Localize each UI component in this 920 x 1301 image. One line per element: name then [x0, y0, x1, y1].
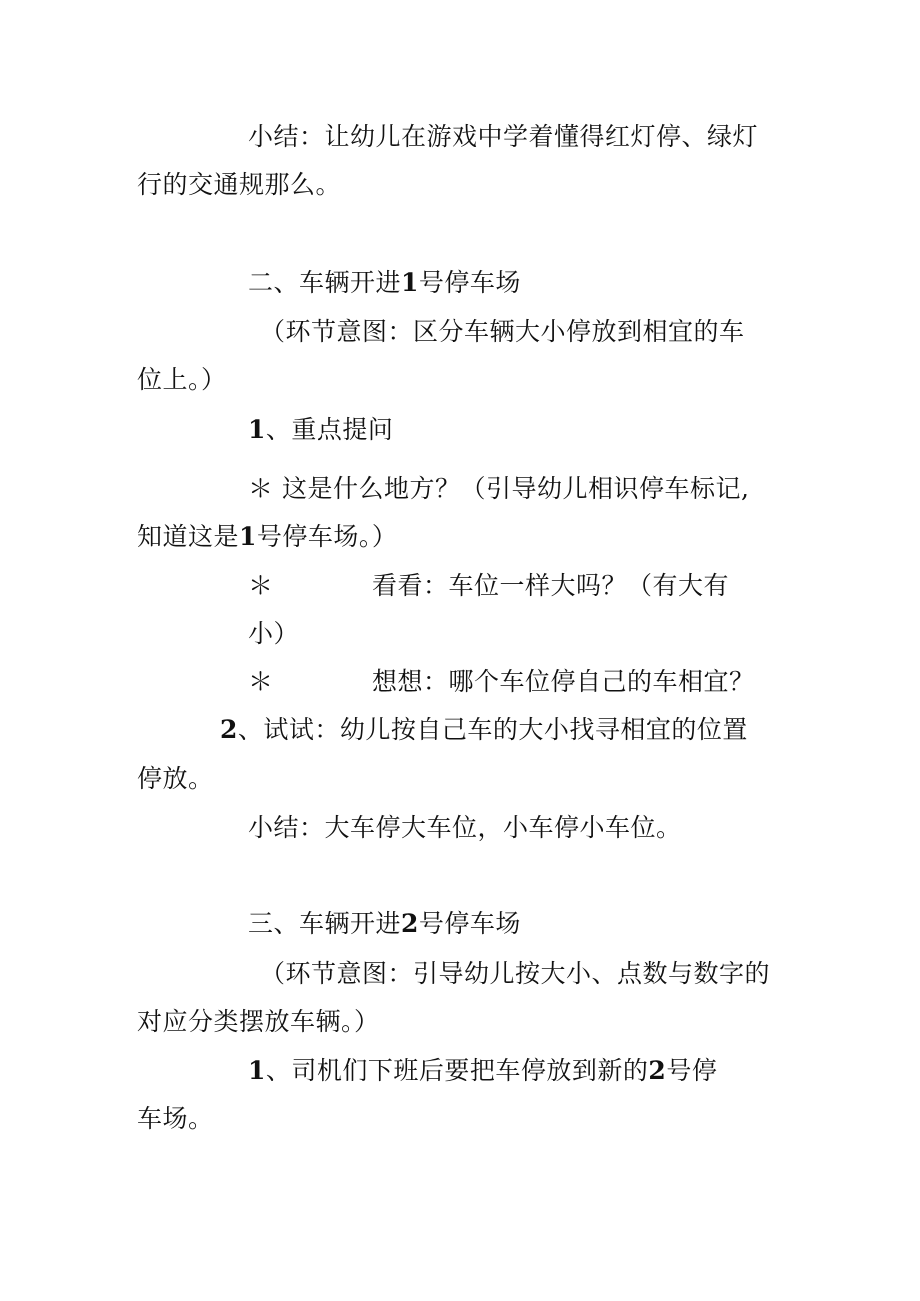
number: 2 [220, 715, 238, 744]
text: 位上。） [137, 365, 227, 394]
text: 号停车场 [418, 909, 521, 938]
question-1-line-1 [248, 471, 749, 507]
section-2-intent-line-1 [260, 314, 745, 350]
text: 三、车辆开进 [248, 909, 402, 938]
text: 小结：让幼儿在游戏中学着懂得红灯停、绿灯 [248, 122, 759, 151]
text: 小结：大车停大车位，小车停小车位。 [248, 813, 682, 842]
question-2-line-1 [372, 568, 729, 604]
text: 、重点提问 [265, 415, 394, 444]
text: 、试试：幼儿按自己车的大小找寻相宜的位置 [237, 715, 748, 744]
question-2-line-2 [248, 616, 299, 652]
question-2-bullet [248, 568, 274, 604]
number: 1 [248, 1056, 266, 1085]
section-3-step-1-line-2 [137, 1101, 214, 1137]
text: 小） [248, 619, 300, 648]
text: （环节意图：引导幼儿按大小、点数与数字的 [260, 959, 771, 988]
number: 1 [239, 522, 257, 551]
text: （环节意图：区分车辆大小停放到相宜的车 [260, 317, 745, 346]
text: 停放。 [137, 764, 214, 793]
section-3-intent-line-1 [260, 956, 770, 992]
summary-1-line-1 [248, 119, 758, 155]
section-2-heading [248, 265, 521, 301]
question-3-bullet [248, 664, 274, 700]
text: 行的交通规那么。 [137, 170, 342, 199]
text: ＊ 这是什么地方？（引导幼儿相识停车标记, [248, 474, 750, 503]
text: 看看：车位一样大吗？（有大有 [372, 571, 730, 600]
step-2-line-1 [220, 712, 748, 748]
text: 知道这是 [137, 522, 240, 551]
text: 、司机们下班后要把车停放到新的 [265, 1056, 649, 1085]
number: 2 [401, 909, 419, 938]
text: 二、车辆开进 [248, 268, 402, 297]
section-3-heading [248, 906, 521, 942]
text: 号停 [666, 1056, 718, 1085]
text: ＊ [248, 571, 274, 600]
question-1-line-2 [137, 519, 397, 555]
number: 2 [648, 1056, 667, 1085]
text: 车场。 [137, 1104, 214, 1133]
summary-1-line-2 [137, 167, 341, 203]
text: 想想：哪个车位停自己的车相宜？ [372, 667, 755, 696]
text: 对应分类摆放车辆。） [137, 1007, 380, 1036]
section-3-step-1-line-1 [248, 1053, 717, 1089]
number: 1 [401, 268, 419, 297]
question-3-line-1 [372, 664, 755, 700]
text: 号停车场。） [256, 522, 398, 551]
summary-2 [248, 810, 682, 846]
section-2-intent-line-2 [137, 362, 227, 398]
step-2-line-2 [137, 761, 214, 797]
text: 号停车场 [418, 268, 521, 297]
section-3-intent-line-2 [137, 1004, 380, 1040]
step-1-heading [248, 412, 393, 448]
number: 1 [248, 415, 266, 444]
text: ＊ [248, 667, 274, 696]
